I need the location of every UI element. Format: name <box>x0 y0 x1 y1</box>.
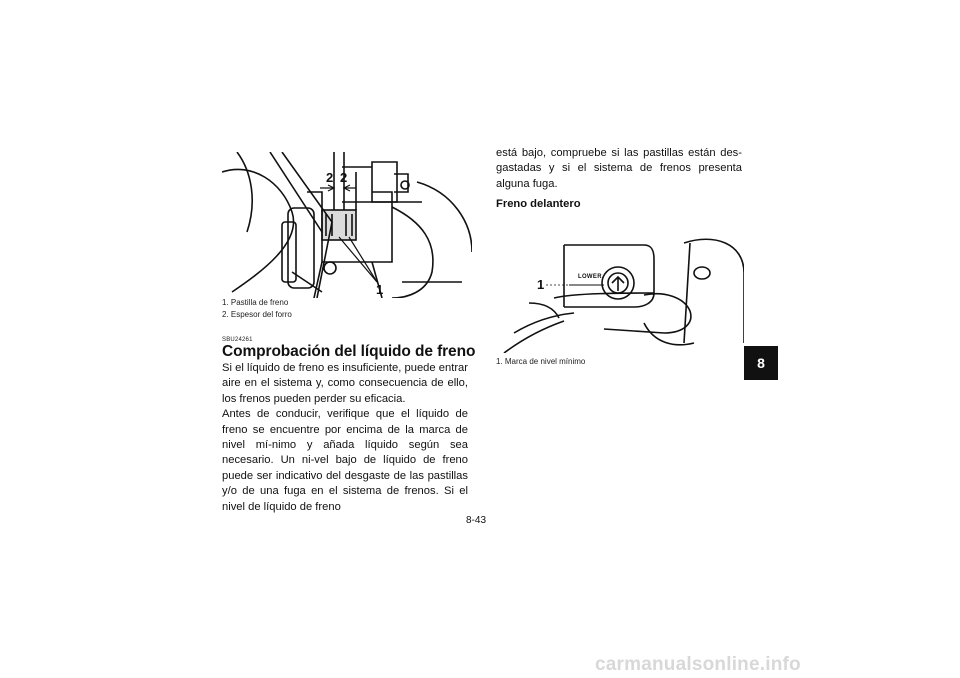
page-number: 8-43 <box>466 515 487 526</box>
paragraph-2: Antes de conducir, verifique que el líquido de freno se encuentre por encima de la marca de nivel mí-nimo y añada líquido según sea necesario. Un ni-vel bajo de líquido de freno puede ser indicativo del desgaste de las pastillas y/o de una fuga en el sistema de frenos. Si el nivel de líquido de freno <box>222 408 468 513</box>
left-figure-caption <box>222 297 292 321</box>
caption-brake-pad: 1. Pastilla de freno <box>222 298 289 307</box>
callout-1-reservoir: 1 <box>537 277 545 292</box>
section-code: SBU24261 <box>222 337 253 343</box>
front-brake-heading: Freno delantero <box>496 198 581 210</box>
section-heading: Comprobación del líquido de freno <box>222 343 476 360</box>
right-body-text <box>496 146 742 192</box>
caption-min-level-mark: 1. Marca de nivel mínimo <box>496 357 586 366</box>
left-body-text <box>222 361 468 515</box>
brake-fluid-reservoir-illustration <box>494 233 744 353</box>
paragraph-1: Si el líquido de freno es insuficiente, puede entrar aire en el sistema y, como consecuencia de ello, los frenos pueden perder su eficacia. <box>222 362 468 405</box>
right-figure-caption <box>496 356 585 368</box>
callout-2-left: 2 <box>326 170 334 185</box>
watermark: carmanualsonline.info <box>595 654 801 675</box>
caption-lining-thickness: 2. Espesor del forro <box>222 310 292 319</box>
callout-1: 1 <box>376 282 384 297</box>
callout-2-right: 2 <box>340 170 348 185</box>
reservoir-drawing <box>494 233 744 353</box>
section-tab: 8 <box>744 346 778 380</box>
lower-mark-label: LOWER <box>578 274 602 280</box>
paragraph-continued: está bajo, compruebe si las pastillas están des-gastadas y si el sistema de frenos presenta alguna fuga. <box>496 147 742 190</box>
